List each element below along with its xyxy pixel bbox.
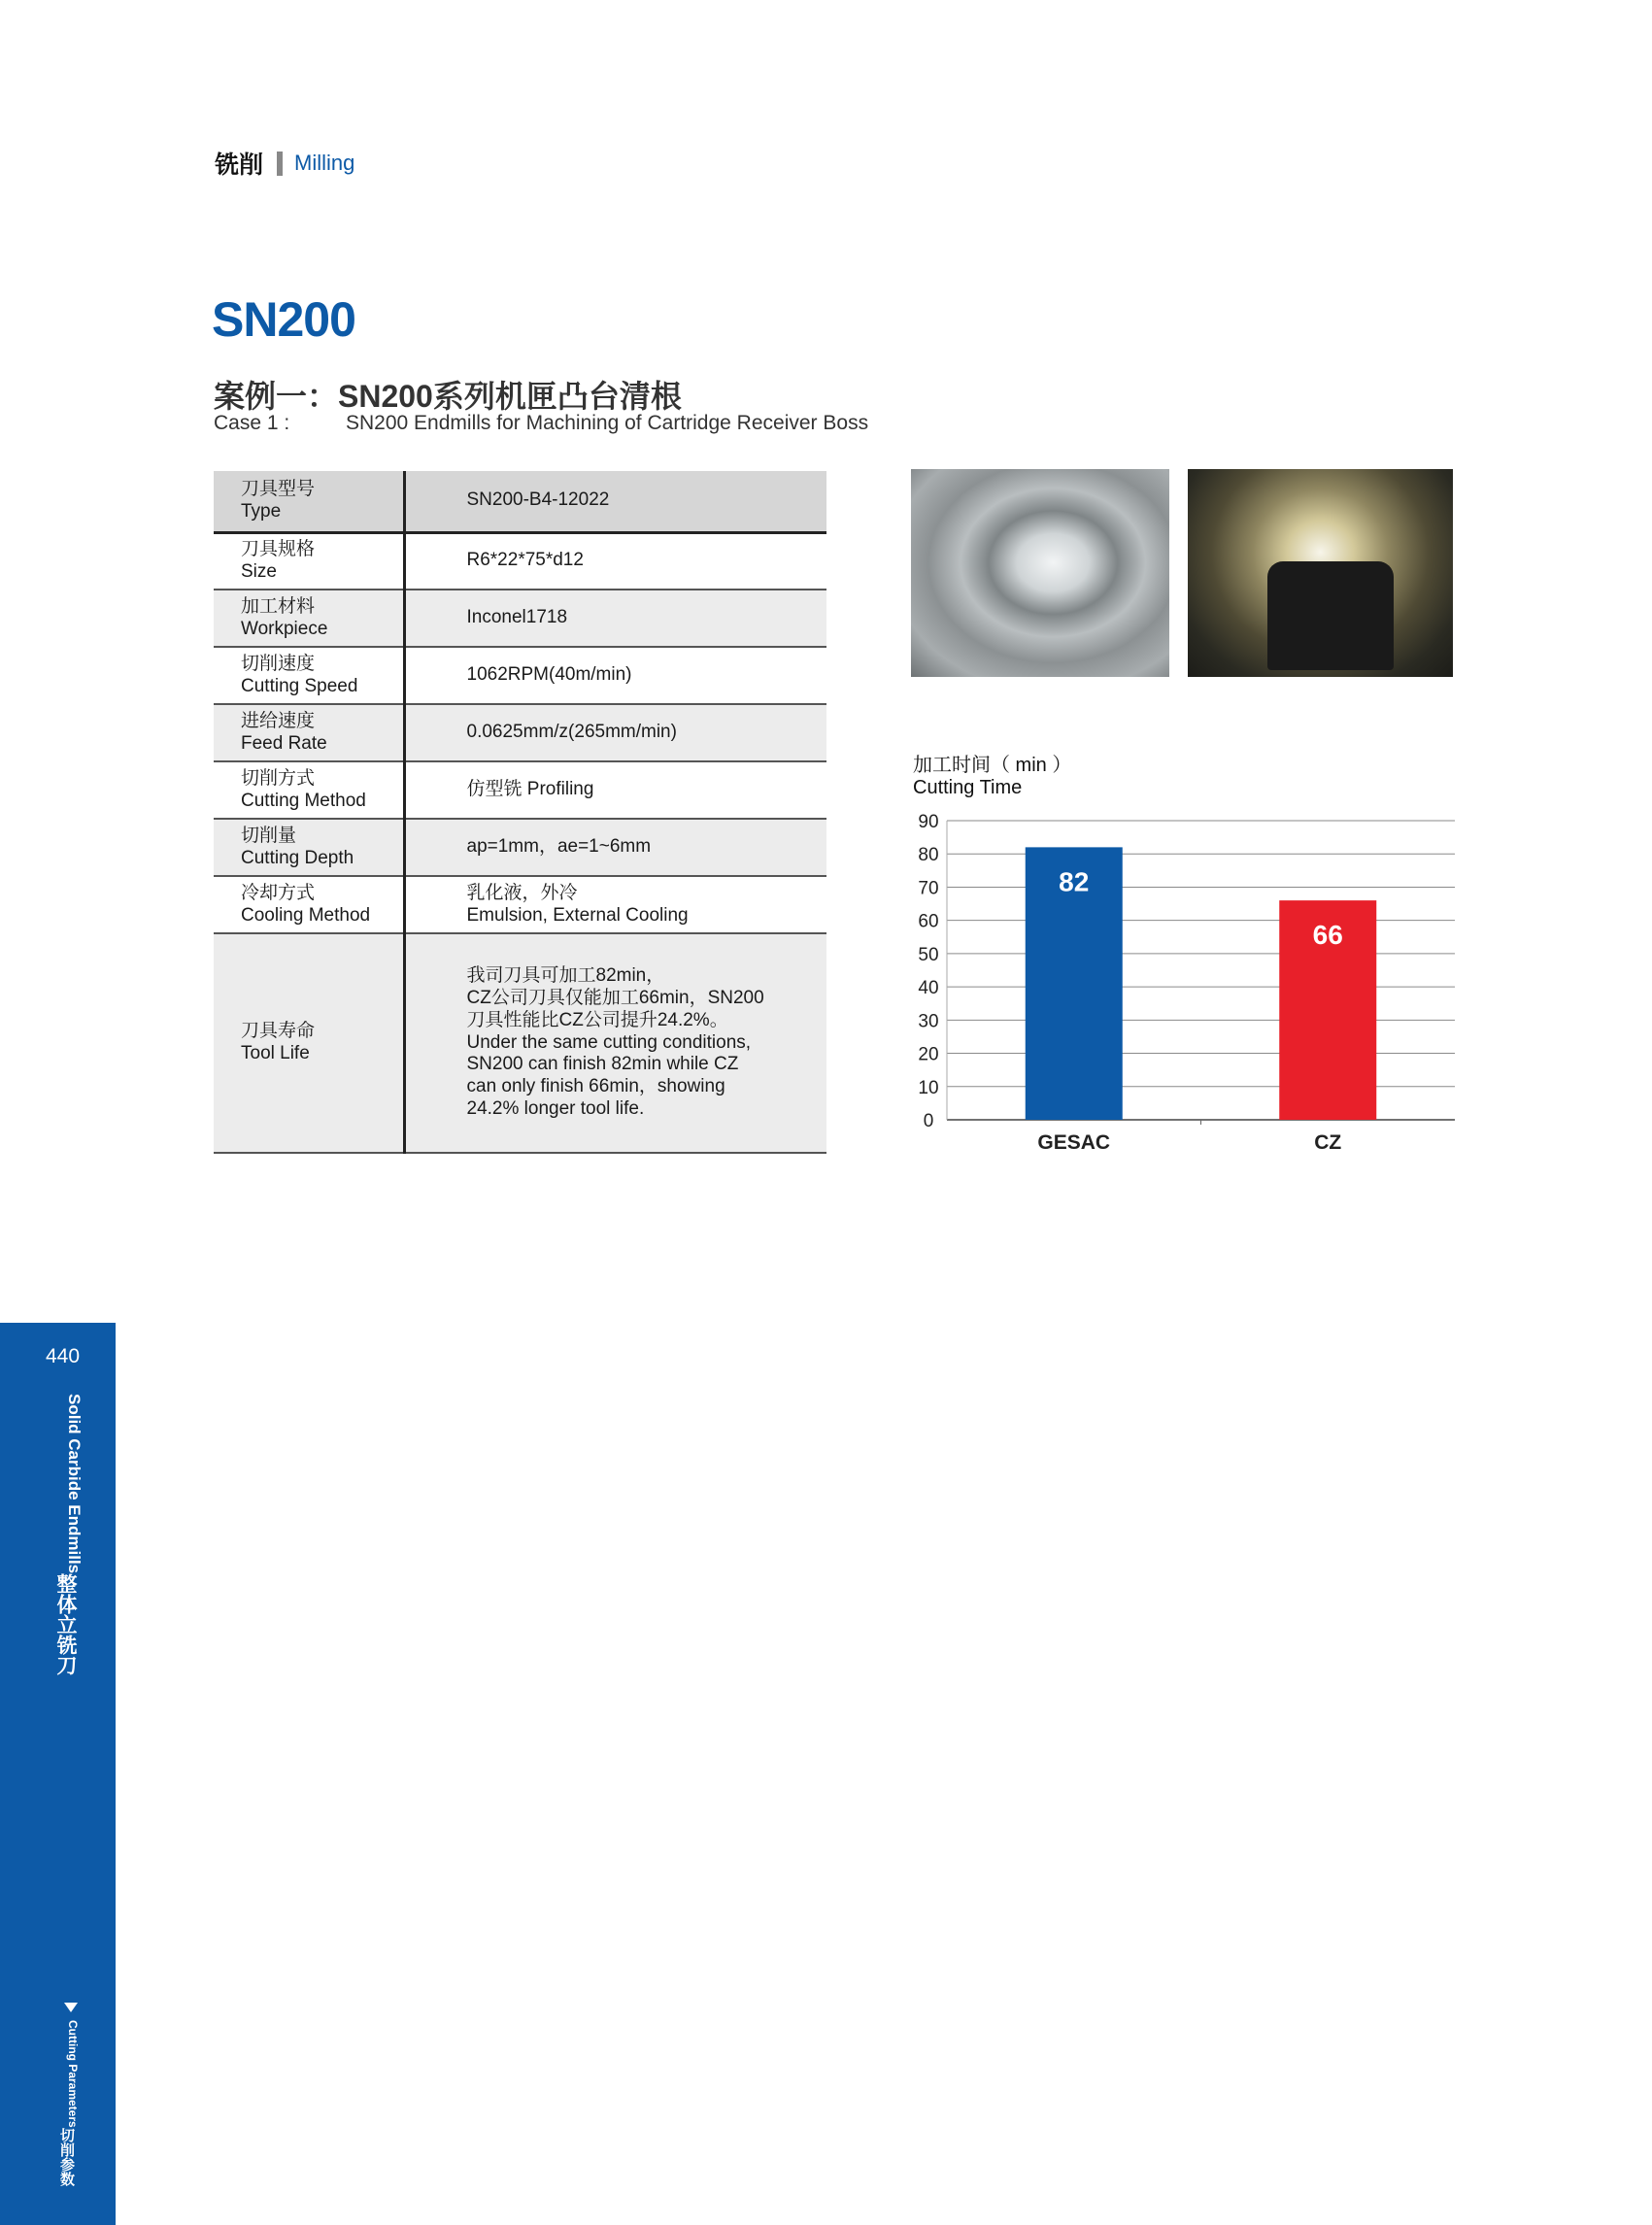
spec-label-en: Tool Life (241, 1043, 310, 1063)
spec-label-zh: 刀具规格 (241, 538, 316, 559)
spec-value-line: ap=1mm，ae=1~6mm (466, 836, 652, 858)
spec-label-cell (214, 876, 404, 933)
case-title-en: SN200 Endmills for Machining of Cartridge Receiver Boss (346, 412, 869, 434)
breadcrumb-divider (277, 152, 283, 176)
spec-value-line: 刀具性能比CZ公司提升24.2%。 (466, 1009, 728, 1030)
spec-label-cell (214, 761, 404, 819)
spec-value-line: Under the same cutting conditions, (466, 1031, 752, 1053)
spec-label-cell (214, 933, 404, 1153)
y-tick-label: 90 (918, 812, 939, 832)
y-tick-label: 80 (918, 845, 939, 866)
bar-value-label: 82 (1059, 866, 1090, 897)
spec-value-line: can only finish 66min，showing (466, 1076, 725, 1097)
spec-label-zh: 刀具寿命 (241, 1021, 316, 1042)
spec-label-en: Cooling Method (241, 904, 371, 926)
spec-label-cell (214, 819, 404, 876)
y-tick-label: 30 (918, 1011, 939, 1032)
spec-value-cell (404, 704, 826, 761)
spec-value-line: 乳化液，外冷 (466, 882, 578, 903)
spec-value-line: 1062RPM(40m/min) (466, 664, 632, 686)
sidebar-section-en: Solid Carbide Endmills (65, 1394, 84, 1574)
spec-value-cell (404, 590, 826, 647)
spec-value-cell (404, 819, 826, 876)
sidebar-footer-zh: 切削参数 (58, 2127, 75, 2186)
spec-value-line: 0.0625mm/z(265mm/min) (466, 722, 677, 743)
table-row (214, 532, 826, 590)
spec-label-zh: 加工材料 (241, 595, 316, 617)
table-row (214, 590, 826, 647)
case-title-zh: 案例一：SN200系列机匣凸台清根 (214, 379, 682, 414)
cutting-time-chart (903, 753, 1467, 1180)
table-row (214, 647, 826, 704)
spec-value-line: CZ公司刀具仅能加工66min，SN200 (466, 988, 764, 1008)
spec-value-cell (404, 933, 826, 1153)
bar-value-label: 66 (1312, 920, 1343, 951)
case-label: Case 1 : (214, 412, 290, 434)
spec-value-line: 仿型铣 Profiling (466, 779, 594, 800)
spec-label-en: Feed Rate (241, 732, 327, 754)
spec-value-cell (404, 471, 826, 532)
spec-label-zh: 冷却方式 (241, 882, 316, 903)
spec-value-line: SN200-B4-12022 (466, 489, 610, 511)
chart-plot (903, 753, 1467, 1180)
table-row (214, 876, 826, 933)
spec-label-en: Type (241, 500, 282, 522)
sidebar-footer-label[interactable] (56, 2020, 80, 2186)
y-tick-label: 50 (918, 944, 939, 965)
spec-label-en: Cutting Depth (241, 847, 354, 868)
spec-label-en: Size (241, 560, 277, 582)
x-category-label: CZ (1314, 1131, 1342, 1154)
chart-ylabel-en: Cutting Time (913, 777, 1023, 798)
section-label-en: Milling (294, 151, 355, 175)
spec-value-line: SN200 can finish 82min while CZ (466, 1054, 739, 1075)
spec-label-cell (214, 471, 404, 532)
triangle-down-icon (64, 2003, 78, 2012)
spec-value-line: R6*22*75*d12 (466, 550, 584, 571)
table-row (214, 704, 826, 761)
spec-label-en: Workpiece (241, 618, 328, 639)
spec-value-line: Emulsion, External Cooling (466, 904, 689, 926)
sidebar-footer-en: Cutting Parameters (66, 2020, 80, 2128)
y-tick-label: 0 (923, 1111, 934, 1131)
spec-label-zh: 切削量 (241, 825, 297, 846)
case-title-en-row (214, 412, 868, 435)
machined-boss-photo-1 (911, 469, 1169, 677)
section-breadcrumb (215, 146, 354, 181)
spec-value-cell (404, 532, 826, 590)
spec-value-line: Inconel1718 (466, 607, 568, 628)
sidebar-section-label (51, 1394, 84, 1675)
table-row (214, 819, 826, 876)
product-title: SN200 (212, 292, 355, 347)
x-category-label: GESAC (1037, 1131, 1111, 1154)
sidebar-section-zh: 整体立铣刀 (54, 1573, 77, 1676)
spec-value-cell (404, 876, 826, 933)
section-label-zh: 铣削 (215, 152, 264, 179)
y-tick-label: 40 (918, 978, 939, 999)
table-row (214, 933, 826, 1153)
machined-boss-photo-2 (1188, 469, 1453, 677)
table-row (214, 761, 826, 819)
spec-label-cell (214, 532, 404, 590)
page-number: 440 (46, 1345, 81, 1367)
y-tick-label: 10 (918, 1077, 939, 1098)
chart-ylabel-zh: 加工时间（ min ） (913, 755, 1072, 776)
spec-label-cell (214, 590, 404, 647)
spec-label-en: Cutting Speed (241, 675, 358, 696)
spec-value-line: 我司刀具可加工82min， (466, 965, 665, 987)
spec-label-zh: 切削速度 (241, 653, 316, 674)
y-tick-label: 70 (918, 878, 939, 899)
spec-label-zh: 切削方式 (241, 767, 316, 789)
table-row (214, 471, 826, 532)
spec-label-cell (214, 704, 404, 761)
y-tick-label: 20 (918, 1044, 939, 1065)
y-tick-label: 60 (918, 911, 939, 932)
spec-label-zh: 刀具型号 (241, 478, 316, 499)
spec-value-cell (404, 647, 826, 704)
spec-table (214, 471, 826, 1154)
spec-value-cell (404, 761, 826, 819)
spec-value-line: 24.2% longer tool life. (466, 1097, 645, 1119)
spec-label-en: Cutting Method (241, 790, 366, 811)
spec-label-zh: 进给速度 (241, 710, 316, 731)
boss-block (1267, 561, 1394, 670)
spec-label-cell (214, 647, 404, 704)
